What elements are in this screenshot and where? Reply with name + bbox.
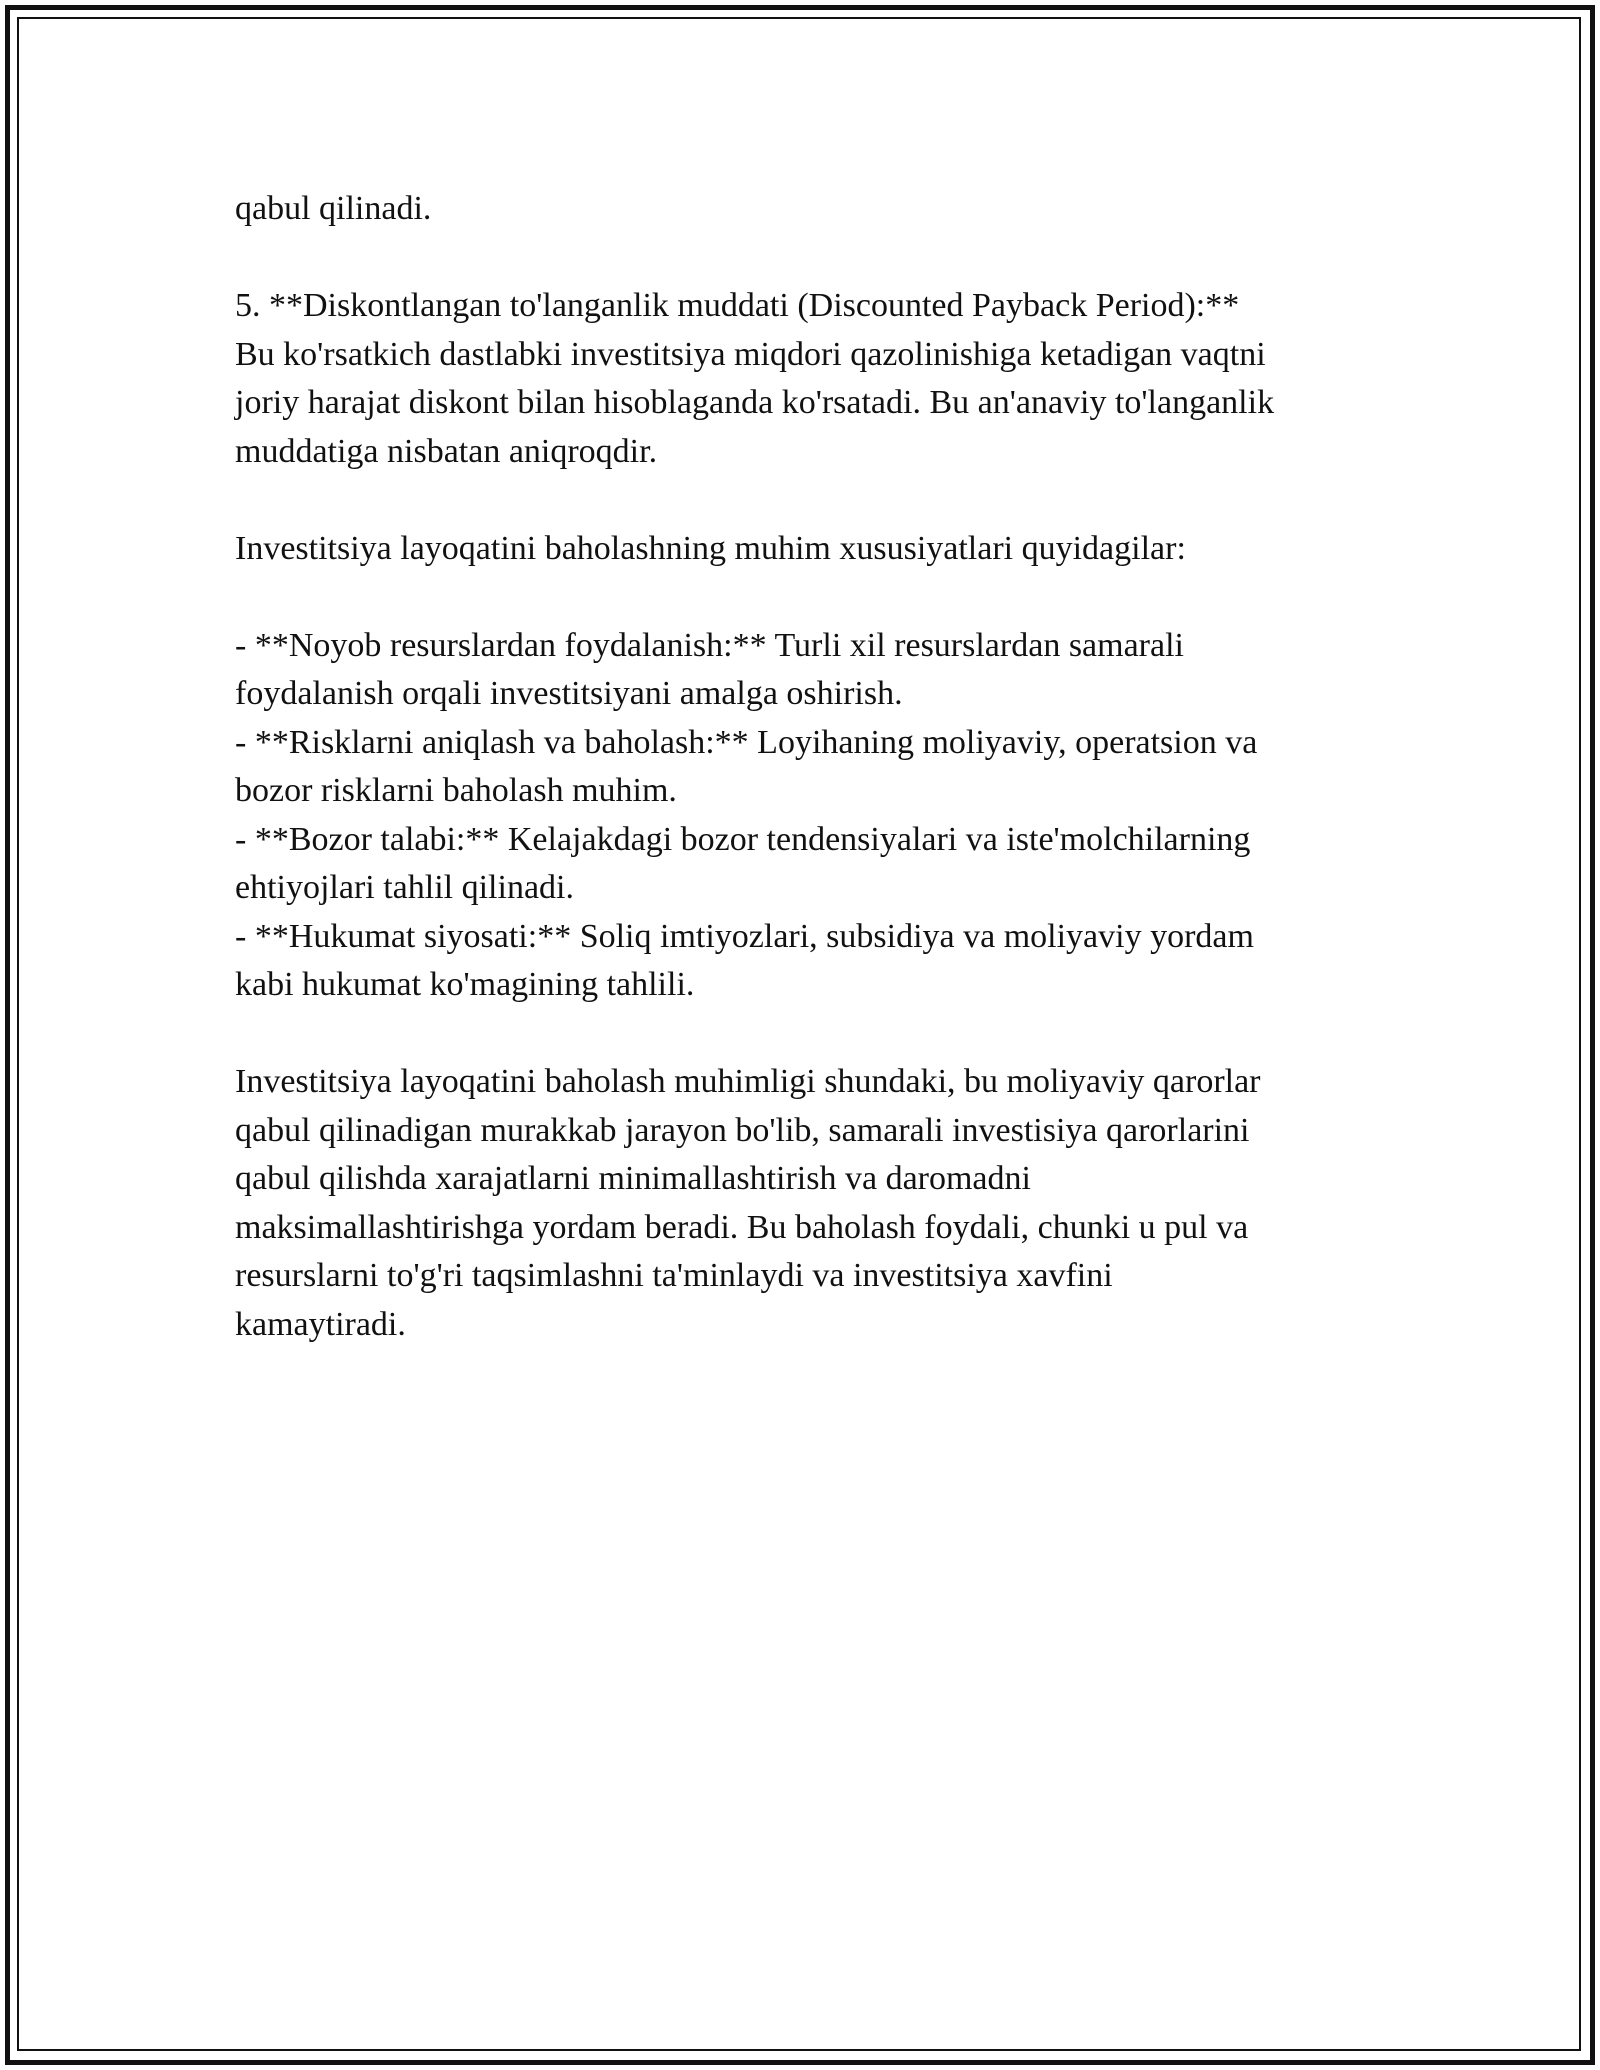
text-line: bozor risklarni baholash muhim. (235, 772, 677, 809)
text-line: - **Hukumat siyosati:** Soliq imtiyozlari, subsidiya va moliyaviy yordam (235, 917, 1254, 955)
paragraph-gap (235, 476, 1365, 525)
text-line: ehtiyojlari tahlil qilinadi. (235, 869, 574, 906)
text-line: - **Risklarni aniqlash va baholash:** Loyihaning moliyaviy, operatsion va (235, 723, 1258, 761)
text-line: 5. **Diskontlangan to'langanlik muddati (Discounted Payback Period):** (235, 287, 1240, 324)
text-line: maksimallashtirishga yordam beradi. Bu baholash foydali, chunki u pul va (235, 1208, 1249, 1246)
text-line: qabul qilinadi. (235, 190, 432, 227)
text-line: resurslarni to'g'ri taqsimlashni ta'minlaydi va investitsiya xavfini (235, 1257, 1113, 1294)
text-line: - **Bozor talabi:** Kelajakdagi bozor tendensiyalari va iste'molchilarning (235, 820, 1251, 858)
text-line: Investitsiya layoqatini baholashning muhim xususiyatlari quyidagilar: (235, 529, 1186, 567)
text-line: qabul qilishda xarajatlarni minimallashtirish va daromadni (235, 1160, 1031, 1197)
paragraph-gap (235, 234, 1365, 283)
paragraph-gap (235, 1010, 1365, 1059)
text-line: foydalanish orqali investitsiyani amalga oshirish. (235, 675, 903, 712)
text-line: muddatiga nisbatan aniqroqdir. (235, 432, 658, 470)
text-line: kabi hukumat ko'magining tahlili. (235, 966, 695, 1003)
text-line: - **Noyob resurslardan foydalanish:** Turli xil resurslardan samarali (235, 626, 1184, 664)
text-line: joriy harajat diskont bilan hisoblaganda ko'rsatadi. Bu an'anaviy to'langanlik (235, 384, 1275, 421)
document-body (235, 185, 1365, 1349)
text-line: qabul qilinadigan murakkab jarayon bo'lib, samarali investisiya qarorlarini (235, 1111, 1250, 1149)
text-line: kamaytiradi. (235, 1305, 406, 1343)
paragraph-gap (235, 573, 1365, 622)
text-line: Bu ko'rsatkich dastlabki investitsiya miqdori qazolinishiga ketadigan vaqtni (235, 335, 1266, 373)
text-line: Investitsiya layoqatini baholash muhimligi shundaki, bu moliyaviy qarorlar (235, 1063, 1261, 1100)
